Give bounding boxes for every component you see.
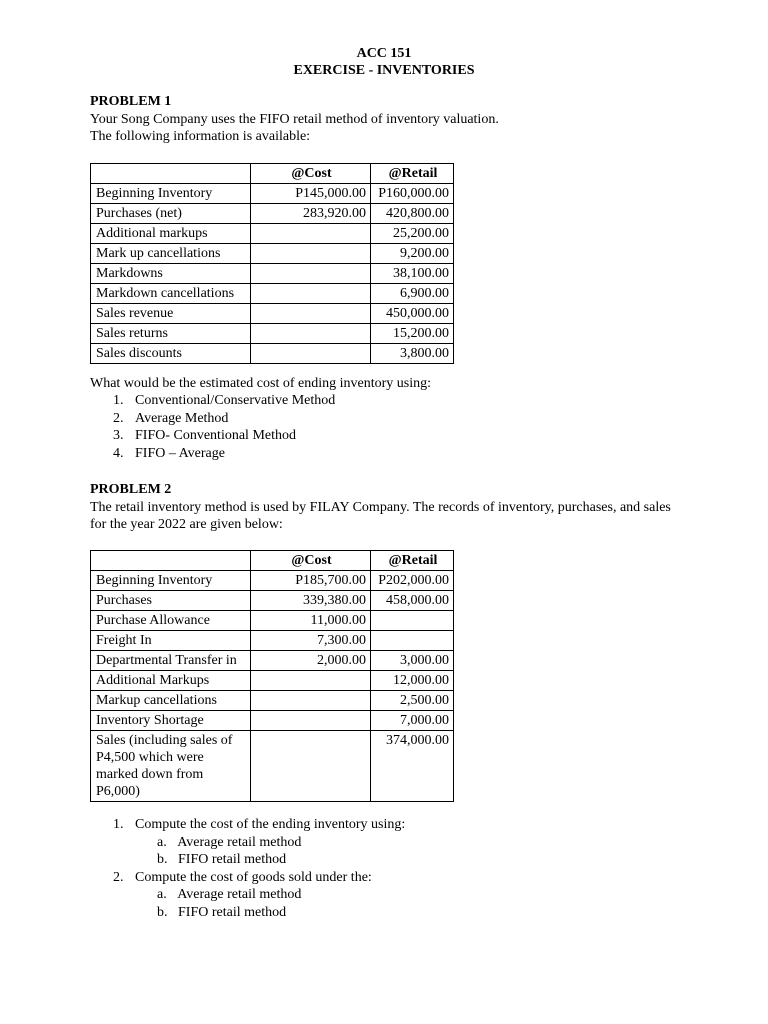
item-text: Compute the cost of goods sold under the: [135, 869, 372, 885]
sub-letter: b. [157, 852, 168, 867]
cost-cell: P185,700.00 [251, 571, 371, 591]
header-blank [91, 164, 251, 184]
cost-cell [251, 244, 371, 264]
row-label-sales [91, 731, 251, 802]
item-number: 1. [113, 817, 124, 832]
sales-label-line: marked down from [96, 767, 204, 782]
sub-list-item [135, 904, 405, 922]
retail-cell: 450,000.00 [371, 304, 454, 324]
cost-cell: 283,920.00 [251, 204, 371, 224]
list-item [113, 816, 405, 869]
table-row [91, 304, 454, 324]
row-label: Additional Markups [91, 671, 251, 691]
problem1-intro-line1: Your Song Company uses the FIFO retail method of inventory valuation. [90, 112, 499, 127]
row-label: Purchase Allowance [91, 611, 251, 631]
retail-cell: 3,800.00 [371, 344, 454, 364]
cost-cell [251, 731, 371, 802]
row-label: Purchases (net) [91, 204, 251, 224]
list-item [113, 410, 335, 428]
row-label: Sales revenue [91, 304, 251, 324]
cost-cell: 2,000.00 [251, 651, 371, 671]
sub-letter: b. [157, 904, 168, 920]
row-label: Sales discounts [91, 344, 251, 364]
column-header-retail: @Retail [371, 551, 454, 571]
row-label: Departmental Transfer in [91, 651, 251, 671]
problem1-heading: PROBLEM 1 [90, 94, 172, 109]
cost-cell [251, 324, 371, 344]
table-row [91, 184, 454, 204]
list-item [113, 869, 405, 922]
sub-text: Average retail method [177, 834, 302, 850]
item-number: 3. [113, 428, 124, 443]
table-row [91, 264, 454, 284]
row-label: Markdowns [91, 264, 251, 284]
column-header-cost: @Cost [251, 164, 371, 184]
cost-cell: 7,300.00 [251, 631, 371, 651]
retail-cell: 25,200.00 [371, 224, 454, 244]
retail-cell: 420,800.00 [371, 204, 454, 224]
sub-letter: a. [157, 887, 167, 902]
table-row [91, 284, 454, 304]
retail-cell: 6,900.00 [371, 284, 454, 304]
retail-cell: 2,500.00 [371, 691, 454, 711]
retail-cell: 458,000.00 [371, 591, 454, 611]
row-label: Purchases [91, 591, 251, 611]
sub-list-item [135, 834, 405, 852]
cost-cell [251, 671, 371, 691]
retail-cell [371, 611, 454, 631]
list-item [113, 445, 335, 463]
cost-cell [251, 691, 371, 711]
item-text: FIFO – Average [135, 445, 225, 461]
header-blank [91, 551, 251, 571]
cost-cell: 339,380.00 [251, 591, 371, 611]
problem1-intro-line2: The following information is available: [90, 129, 311, 144]
retail-cell: 374,000.00 [371, 731, 454, 802]
problem1-question: What would be the estimated cost of ending inventory using: [90, 376, 431, 391]
item-number: 1. [113, 393, 124, 408]
cost-cell [251, 711, 371, 731]
table-row [91, 671, 454, 691]
retail-cell: 38,100.00 [371, 264, 454, 284]
column-header-cost: @Cost [251, 551, 371, 571]
table-header-row [91, 551, 454, 571]
retail-cell: 3,000.00 [371, 651, 454, 671]
row-label: Sales returns [91, 324, 251, 344]
sub-list [135, 886, 405, 921]
list-item [113, 427, 335, 445]
row-label: Beginning Inventory [91, 571, 251, 591]
list-item [113, 392, 335, 410]
item-number: 2. [113, 869, 124, 885]
problem2-heading: PROBLEM 2 [90, 482, 172, 497]
row-label: Inventory Shortage [91, 711, 251, 731]
table-row [91, 691, 454, 711]
table-row-sales [91, 731, 454, 802]
sub-text: FIFO retail method [178, 904, 287, 920]
item-text: Conventional/Conservative Method [135, 393, 336, 408]
sub-text: Average retail method [177, 887, 302, 902]
table-row [91, 324, 454, 344]
table-row [91, 244, 454, 264]
item-number: 4. [113, 445, 124, 461]
problem2-intro-line1: The retail inventory method is used by FILAY Company. The records of inventory, purchases, and sales [90, 500, 671, 515]
item-number: 2. [113, 410, 124, 426]
table-row [91, 571, 454, 591]
cost-cell: P145,000.00 [251, 184, 371, 204]
table-row [91, 591, 454, 611]
retail-cell: 7,000.00 [371, 711, 454, 731]
table-row [91, 611, 454, 631]
row-label: Markup cancellations [91, 691, 251, 711]
sales-label-line: P4,500 which were [96, 750, 204, 765]
problem1-table [90, 163, 454, 364]
sub-letter: a. [157, 834, 167, 850]
sub-list [135, 834, 405, 869]
sub-list-item [135, 851, 405, 869]
sub-text: FIFO retail method [178, 852, 287, 867]
problem2-question-list [113, 816, 405, 921]
table-header-row [91, 164, 454, 184]
cost-cell [251, 224, 371, 244]
cost-cell [251, 264, 371, 284]
cost-cell [251, 304, 371, 324]
retail-cell: 9,200.00 [371, 244, 454, 264]
retail-cell: 15,200.00 [371, 324, 454, 344]
course-code: ACC 151 [356, 46, 412, 61]
item-text: Compute the cost of the ending inventory using: [135, 817, 406, 832]
table-row [91, 224, 454, 244]
table-row [91, 651, 454, 671]
table-row [91, 631, 454, 651]
cost-cell [251, 344, 371, 364]
table-row [91, 204, 454, 224]
problem2-table [90, 550, 454, 802]
sub-list-item [135, 886, 405, 904]
problem2-intro-line2: for the year 2022 are given below: [90, 517, 283, 532]
row-label: Beginning Inventory [91, 184, 251, 204]
table-row [91, 344, 454, 364]
table-row [91, 711, 454, 731]
item-text: FIFO- Conventional Method [135, 428, 296, 443]
retail-cell: P202,000.00 [371, 571, 454, 591]
problem1-method-list [113, 392, 335, 462]
retail-cell: P160,000.00 [371, 184, 454, 204]
sales-label-line: P6,000) [96, 784, 140, 799]
row-label: Freight In [91, 631, 251, 651]
cost-cell: 11,000.00 [251, 611, 371, 631]
sales-label-line: Sales (including sales of [96, 733, 233, 748]
row-label: Mark up cancellations [91, 244, 251, 264]
document-title: EXERCISE - INVENTORIES [293, 63, 475, 78]
row-label: Markdown cancellations [91, 284, 251, 304]
row-label: Additional markups [91, 224, 251, 244]
retail-cell: 12,000.00 [371, 671, 454, 691]
retail-cell [371, 631, 454, 651]
item-text: Average Method [135, 410, 229, 426]
cost-cell [251, 284, 371, 304]
column-header-retail: @Retail [371, 164, 454, 184]
